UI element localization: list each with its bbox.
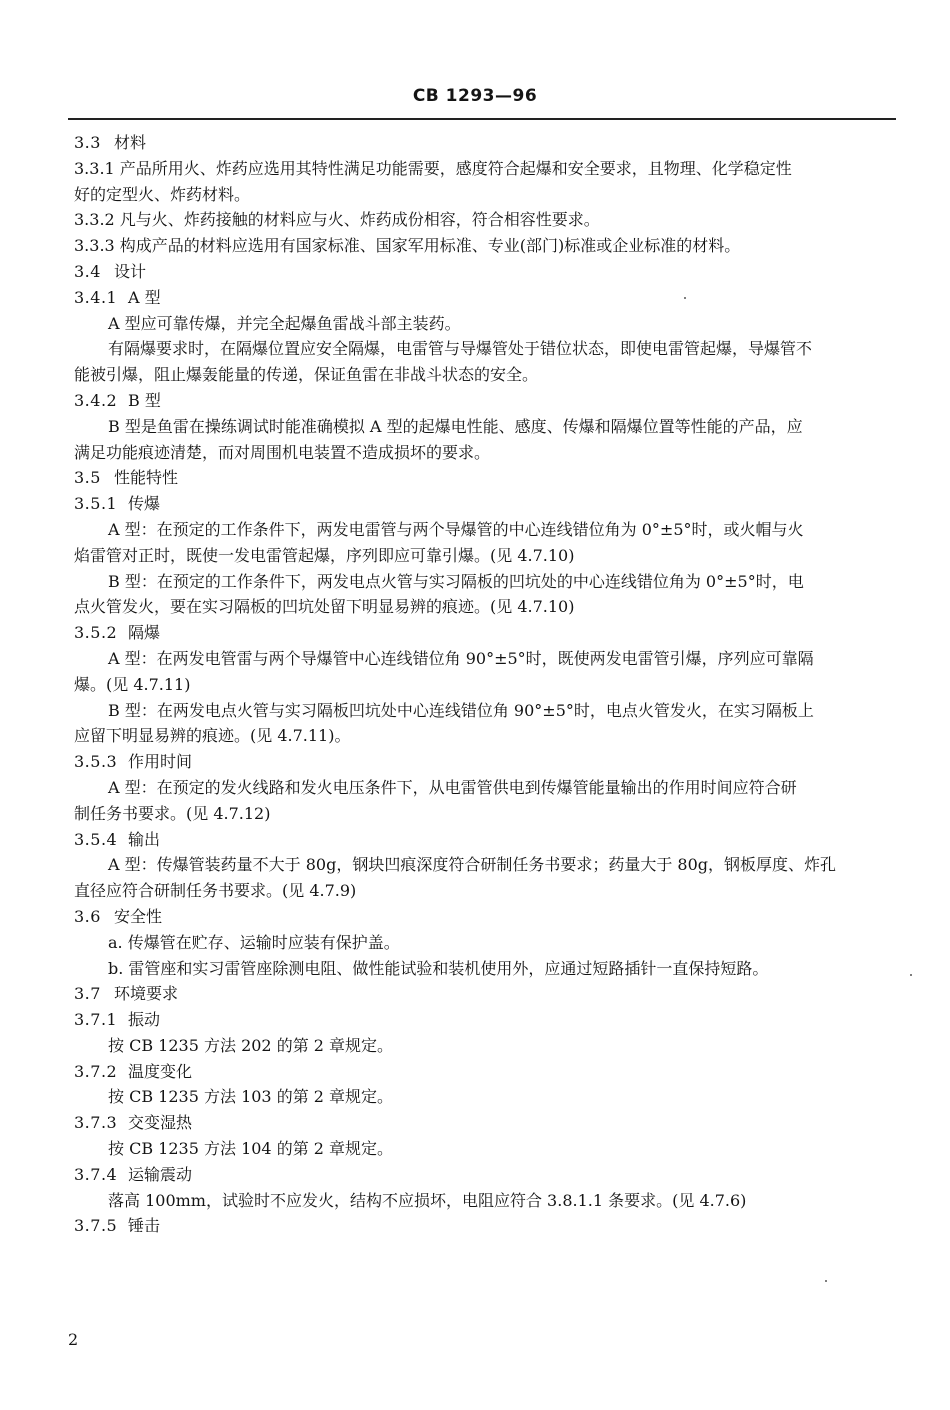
paragraph-line: 按 CB 1235 方法 103 的第 2 章规定。 <box>108 1087 394 1107</box>
paragraph-line: A 型：在预定的工作条件下，两发电雷管与两个导爆管的中心连线错位角为 0°±5°时，或火帽与火 <box>108 519 804 539</box>
section-number: 3.7.2 <box>74 1061 118 1081</box>
section-heading <box>74 1162 896 1188</box>
section-title: 设计 <box>114 261 147 281</box>
section-title: 锤击 <box>128 1216 161 1236</box>
section-heading <box>74 285 896 311</box>
section-number: 3.5.3 <box>74 752 118 772</box>
paragraph-line: 制任务书要求。(见 4.7.12) <box>74 803 271 823</box>
section-title: 作用时间 <box>128 752 193 772</box>
section-number: 3.4 <box>74 261 101 281</box>
section-heading <box>74 1059 896 1085</box>
section-number: 3.7 <box>74 984 101 1004</box>
paragraph-line: 满足功能痕迹清楚，而对周围机电装置不造成损坏的要求。 <box>74 442 491 462</box>
paragraph-line: 焰雷管对正时，既使一发电雷管起爆，序列即应可靠引爆。(见 4.7.10) <box>74 545 575 565</box>
section-title: B 型 <box>128 390 161 410</box>
paragraph-line: 落高 100mm，试验时不应发火，结构不应损坏，电阻应符合 3.8.1.1 条要求。(见 4.7.6) <box>108 1190 747 1210</box>
paragraph-line: 3.3.3 构成产品的材料应选用有国家标准、国家军用标准、专业(部门)标准或企业标准的材料。 <box>74 236 741 256</box>
paragraph-line: A 型：在两发电管雷与两个导爆管中心连线错位角 90°±5°时，既使两发电雷管引爆，序列应可靠隔 <box>108 648 814 668</box>
section-title: 交变湿热 <box>128 1113 193 1133</box>
section-number: 3.4.2 <box>74 390 118 410</box>
section-title: 运输震动 <box>128 1164 193 1184</box>
section-heading <box>74 259 896 285</box>
section-title: 温度变化 <box>128 1061 193 1081</box>
section-number: 3.4.1 <box>74 287 118 307</box>
page-number: 2 <box>68 1330 79 1349</box>
scan-speck <box>684 297 686 299</box>
section-title: 材料 <box>114 133 147 152</box>
section-title: 环境要求 <box>114 984 179 1004</box>
section-heading <box>74 388 896 414</box>
list-item: b. 雷管座和实习雷管座除测电阻、做性能试验和装机使用外，应通过短路插针一直保持短路。 <box>108 958 769 978</box>
paragraph-line: 点火管发火，要在实习隔板的凹坑处留下明显易辨的痕迹。(见 4.7.10) <box>74 597 575 617</box>
paragraph-line: 好的定型火、炸药材料。 <box>74 184 251 204</box>
section-title: A 型 <box>128 287 161 307</box>
paragraph-line: 能被引爆，阻止爆轰能量的传递，保证鱼雷在非战斗状态的安全。 <box>74 365 539 385</box>
section-number: 3.7.3 <box>74 1113 118 1133</box>
document-code: CB 1293—96 <box>412 86 538 106</box>
section-heading <box>74 1110 896 1136</box>
section-number: 3.5.4 <box>74 829 118 849</box>
section-number: 3.5 <box>74 468 101 488</box>
section-number: 3.7.5 <box>74 1216 118 1236</box>
section-title: 传爆 <box>128 494 161 514</box>
scan-speck <box>825 1280 827 1282</box>
paragraph-line: 有隔爆要求时，在隔爆位置应安全隔爆，电雷管与导爆管处于错位状态，即使电雷管起爆，导爆管不 <box>108 339 813 359</box>
section-heading <box>74 130 896 156</box>
paragraph-line: 3.3.2 凡与火、炸药接触的材料应与火、炸药成份相容，符合相容性要求。 <box>74 210 600 230</box>
paragraph-line: 3.3.1 产品所用火、炸药应选用其特性满足功能需要，感度符合起爆和安全要求，且物理、化学稳定性 <box>74 158 792 178</box>
section-heading <box>74 491 896 517</box>
paragraph-line: B 型：在两发电点火管与实习隔板凹坑处中心连线错位角 90°±5°时，电点火管发火，在实习隔板上 <box>108 700 814 720</box>
paragraph-line: B 型：在预定的工作条件下，两发电点火管与实习隔板的凹坑处的中心连线错位角为 0°±5°时，电 <box>108 571 804 591</box>
paragraph-line: B 型是鱼雷在操练调试时能准确模拟 A 型的起爆电性能、感度、传爆和隔爆位置等性能的产品，应 <box>108 416 803 436</box>
section-number: 3.7.1 <box>74 1010 118 1030</box>
section-number: 3.5.1 <box>74 494 118 514</box>
section-heading <box>74 749 896 775</box>
paragraph-line: A 型：在预定的发火线路和发火电压条件下，从电雷管供电到传爆管能量输出的作用时间应符合研 <box>108 777 797 797</box>
header-rule <box>68 118 896 120</box>
paragraph-line: 爆。(见 4.7.11) <box>74 674 191 694</box>
section-title: 安全性 <box>114 906 163 926</box>
section-heading <box>74 904 896 930</box>
paragraph-line: 按 CB 1235 方法 202 的第 2 章规定。 <box>108 1035 394 1055</box>
section-heading <box>74 620 896 646</box>
section-number: 3.5.2 <box>74 623 118 643</box>
paragraph-line: 按 CB 1235 方法 104 的第 2 章规定。 <box>108 1139 394 1159</box>
paragraph-line: 直径应符合研制任务书要求。(见 4.7.9) <box>74 881 357 901</box>
section-heading <box>74 465 896 491</box>
section-heading <box>74 981 896 1007</box>
section-heading <box>74 1213 896 1239</box>
scan-speck <box>910 974 912 976</box>
section-title: 隔爆 <box>128 623 161 643</box>
list-item: a. 传爆管在贮存、运输时应装有保护盖。 <box>108 932 400 952</box>
section-number: 3.6 <box>74 906 101 926</box>
section-heading <box>74 827 896 853</box>
paragraph-line: 应留下明显易辨的痕迹。(见 4.7.11)。 <box>74 726 351 746</box>
section-title: 性能特性 <box>114 468 179 488</box>
section-title: 振动 <box>128 1010 161 1030</box>
section-title: 输出 <box>128 829 161 849</box>
section-heading <box>74 1007 896 1033</box>
paragraph-line: A 型：传爆管装药量不大于 80g，钢块凹痕深度符合研制任务书要求；药量大于 80g，钢板厚度、炸孔 <box>108 855 837 875</box>
section-number: 3.7.4 <box>74 1164 118 1184</box>
document-body <box>74 130 896 1239</box>
paragraph-line: A 型应可靠传爆，并完全起爆鱼雷战斗部主装药。 <box>108 313 461 333</box>
section-number: 3.3 <box>74 133 101 152</box>
